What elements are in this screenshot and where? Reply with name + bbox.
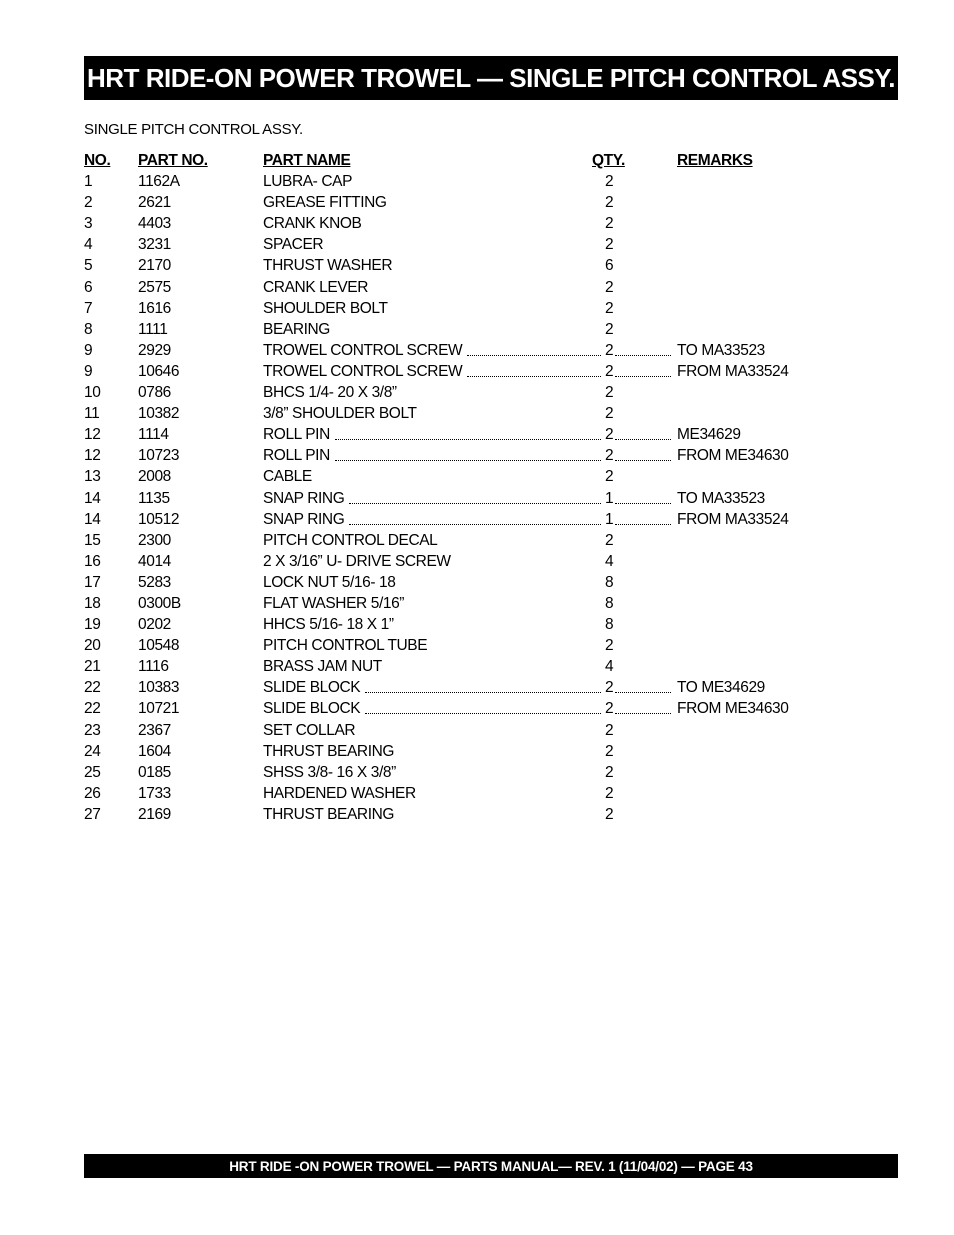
part-number: 10646: [138, 362, 180, 380]
part-number: 2575: [138, 278, 171, 296]
part-name: CABLE: [263, 468, 312, 486]
part-index: 11: [84, 405, 100, 423]
dot-leader: [615, 503, 671, 504]
table-row: [84, 656, 844, 677]
part-name: TROWEL CONTROL SCREW: [263, 341, 463, 359]
part-name: SHSS 3/8- 16 X 3/8”: [263, 763, 396, 781]
table-body: [84, 171, 844, 825]
part-name: BRASS JAM NUT: [263, 658, 382, 676]
part-name: LOCK NUT 5/16- 18: [263, 573, 396, 591]
table-row: [84, 424, 844, 445]
part-name: BEARING: [263, 320, 330, 338]
part-index: 21: [84, 658, 101, 676]
part-qty: 2: [605, 763, 614, 781]
part-index: 20: [84, 637, 101, 655]
part-name: SHOULDER BOLT: [263, 299, 388, 317]
part-index: 18: [84, 594, 101, 612]
section-heading: SINGLE PITCH CONTROL ASSY.: [84, 121, 303, 138]
part-qty: 2: [605, 278, 614, 296]
part-index: 4: [84, 236, 93, 254]
part-index: 2: [84, 194, 93, 212]
part-remarks: FROM ME34630: [677, 700, 789, 718]
part-index: 26: [84, 784, 101, 802]
dot-leader: [349, 503, 601, 504]
part-name: SNAP RING: [263, 489, 345, 507]
part-number: 1733: [138, 784, 171, 802]
part-qty: 2: [605, 637, 614, 655]
part-number: 1111: [138, 320, 168, 338]
table-row: [84, 741, 844, 762]
part-qty: 2: [605, 468, 614, 486]
part-qty: 2: [605, 341, 614, 359]
part-index: 25: [84, 763, 101, 781]
part-name: THRUST WASHER: [263, 257, 393, 275]
part-name: ROLL PIN: [263, 426, 330, 444]
parts-table: [84, 150, 844, 825]
table-row: [84, 509, 844, 530]
part-qty: 4: [605, 658, 614, 676]
part-number: 2367: [138, 721, 171, 739]
part-index: 6: [84, 278, 93, 296]
part-name: HARDENED WASHER: [263, 784, 416, 802]
part-remarks: TO MA33523: [677, 341, 765, 359]
table-row: [84, 445, 844, 466]
part-qty: 1: [605, 510, 614, 528]
table-row: [84, 255, 844, 276]
part-name: CRANK KNOB: [263, 215, 362, 233]
part-qty: 2: [605, 531, 614, 549]
table-header-row: [84, 150, 844, 171]
part-index: 1: [84, 173, 93, 191]
part-qty: 2: [605, 721, 614, 739]
part-index: 22: [84, 700, 101, 718]
part-name: SET COLLAR: [263, 721, 356, 739]
part-number: 4014: [138, 552, 171, 570]
part-qty: 2: [605, 299, 614, 317]
dot-leader: [615, 376, 671, 377]
part-qty: 2: [605, 679, 614, 697]
table-row: [84, 572, 844, 593]
dot-leader: [365, 692, 601, 693]
part-name: TROWEL CONTROL SCREW: [263, 362, 463, 380]
part-remarks: FROM MA33524: [677, 362, 789, 380]
part-index: 8: [84, 320, 93, 338]
part-number: 2169: [138, 805, 171, 823]
part-index: 7: [84, 299, 93, 317]
part-number: 0202: [138, 616, 171, 634]
table-row: [84, 698, 844, 719]
dot-leader: [615, 460, 671, 461]
part-number: 0300B: [138, 594, 181, 612]
part-number: 1135: [138, 489, 170, 507]
dot-leader: [335, 460, 601, 461]
part-name: FLAT WASHER 5/16”: [263, 594, 405, 612]
dot-leader: [615, 524, 671, 525]
part-index: 14: [84, 489, 101, 507]
part-index: 9: [84, 362, 93, 380]
part-qty: 2: [605, 700, 614, 718]
part-name: CRANK LEVER: [263, 278, 368, 296]
table-row: [84, 361, 844, 382]
dot-leader: [615, 439, 671, 440]
part-index: 5: [84, 257, 93, 275]
dot-leader: [349, 524, 601, 525]
table-row: [84, 530, 844, 551]
part-name: ROLL PIN: [263, 447, 330, 465]
part-number: 2008: [138, 468, 171, 486]
part-number: 5283: [138, 573, 171, 591]
part-qty: 2: [605, 784, 614, 802]
part-qty: 8: [605, 573, 614, 591]
part-name: 2 X 3/16” U- DRIVE SCREW: [263, 552, 451, 570]
part-name: HHCS 5/16- 18 X 1”: [263, 616, 394, 634]
table-row: [84, 720, 844, 741]
table-row: [84, 298, 844, 319]
part-name: PITCH CONTROL TUBE: [263, 637, 428, 655]
dot-leader: [335, 439, 601, 440]
part-name: SNAP RING: [263, 510, 345, 528]
part-remarks: FROM ME34630: [677, 447, 789, 465]
part-qty: 8: [605, 616, 614, 634]
part-qty: 1: [605, 489, 614, 507]
table-row: [84, 319, 844, 340]
part-name: LUBRA- CAP: [263, 173, 353, 191]
part-number: 4403: [138, 215, 171, 233]
part-index: 12: [84, 447, 101, 465]
part-qty: 2: [605, 447, 614, 465]
part-number: 0786: [138, 384, 171, 402]
part-index: 16: [84, 552, 101, 570]
part-qty: 2: [605, 173, 614, 191]
table-row: [84, 277, 844, 298]
dot-leader: [467, 355, 601, 356]
part-name: THRUST BEARING: [263, 742, 395, 760]
part-index: 27: [84, 805, 101, 823]
table-row: [84, 466, 844, 487]
part-name: BHCS 1/4- 20 X 3/8”: [263, 384, 397, 402]
part-qty: 2: [605, 405, 614, 423]
part-qty: 8: [605, 594, 614, 612]
part-qty: 6: [605, 257, 614, 275]
part-number: 10383: [138, 679, 180, 697]
part-qty: 2: [605, 362, 614, 380]
table-row: [84, 403, 844, 424]
part-number: 2621: [138, 194, 171, 212]
table-row: [84, 762, 844, 783]
part-number: 3231: [138, 236, 171, 254]
part-name: GREASE FITTING: [263, 194, 387, 212]
part-index: 15: [84, 531, 101, 549]
table-row: [84, 192, 844, 213]
part-remarks: ME34629: [677, 426, 741, 444]
part-number: 10721: [138, 700, 180, 718]
part-number: 1116: [138, 658, 169, 676]
dot-leader: [615, 692, 671, 693]
part-number: 10512: [138, 510, 180, 528]
part-qty: 2: [605, 194, 614, 212]
part-name: 3/8” SHOULDER BOLT: [263, 405, 417, 423]
table-row: [84, 213, 844, 234]
table-row: [84, 340, 844, 361]
dot-leader: [365, 713, 601, 714]
table-row: [84, 234, 844, 255]
part-index: 13: [84, 468, 101, 486]
dot-leader: [615, 355, 671, 356]
part-index: 17: [84, 573, 101, 591]
header-qty: QTY.: [592, 152, 625, 169]
part-number: 1604: [138, 742, 171, 760]
part-qty: 2: [605, 215, 614, 233]
part-qty: 2: [605, 805, 614, 823]
header-no: NO.: [84, 152, 111, 169]
part-qty: 2: [605, 384, 614, 402]
part-index: 19: [84, 616, 101, 634]
part-number: 10723: [138, 447, 180, 465]
table-row: [84, 171, 844, 192]
part-index: 14: [84, 510, 101, 528]
dot-leader: [467, 376, 601, 377]
part-index: 9: [84, 341, 93, 359]
header-part-no: PART NO.: [138, 152, 208, 169]
part-qty: 2: [605, 426, 614, 444]
table-row: [84, 635, 844, 656]
table-row: [84, 783, 844, 804]
table-row: [84, 382, 844, 403]
part-name: THRUST BEARING: [263, 805, 395, 823]
part-index: 3: [84, 215, 93, 233]
part-index: 10: [84, 384, 101, 402]
part-number: 2300: [138, 531, 171, 549]
part-number: 2170: [138, 257, 171, 275]
header-part-name: PART NAME: [263, 152, 351, 169]
table-row: [84, 593, 844, 614]
part-number: 2929: [138, 341, 171, 359]
part-index: 23: [84, 721, 101, 739]
part-number: 1616: [138, 299, 171, 317]
part-number: 0185: [138, 763, 171, 781]
part-remarks: FROM MA33524: [677, 510, 789, 528]
part-index: 12: [84, 426, 101, 444]
table-row: [84, 614, 844, 635]
part-number: 1114: [138, 426, 169, 444]
part-name: SPACER: [263, 236, 324, 254]
dot-leader: [615, 713, 671, 714]
part-qty: 2: [605, 320, 614, 338]
page-footer: HRT RIDE -ON POWER TROWEL — PARTS MANUAL— REV. 1 (11/04/02) — PAGE 43: [84, 1154, 898, 1178]
table-row: [84, 551, 844, 572]
page-title: HRT RIDE-ON POWER TROWEL — SINGLE PITCH CONTROL ASSY.: [84, 56, 898, 100]
table-row: [84, 677, 844, 698]
part-remarks: TO ME34629: [677, 679, 765, 697]
part-number: 1162A: [138, 173, 180, 191]
part-number: 10548: [138, 637, 180, 655]
part-index: 22: [84, 679, 101, 697]
part-name: SLIDE BLOCK: [263, 700, 361, 718]
part-number: 10382: [138, 405, 180, 423]
table-row: [84, 804, 844, 825]
table-row: [84, 488, 844, 509]
part-qty: 4: [605, 552, 614, 570]
part-qty: 2: [605, 236, 614, 254]
part-remarks: TO MA33523: [677, 489, 765, 507]
part-name: SLIDE BLOCK: [263, 679, 361, 697]
part-index: 24: [84, 742, 101, 760]
part-qty: 2: [605, 742, 614, 760]
part-name: PITCH CONTROL DECAL: [263, 531, 438, 549]
header-remarks: REMARKS: [677, 152, 753, 169]
